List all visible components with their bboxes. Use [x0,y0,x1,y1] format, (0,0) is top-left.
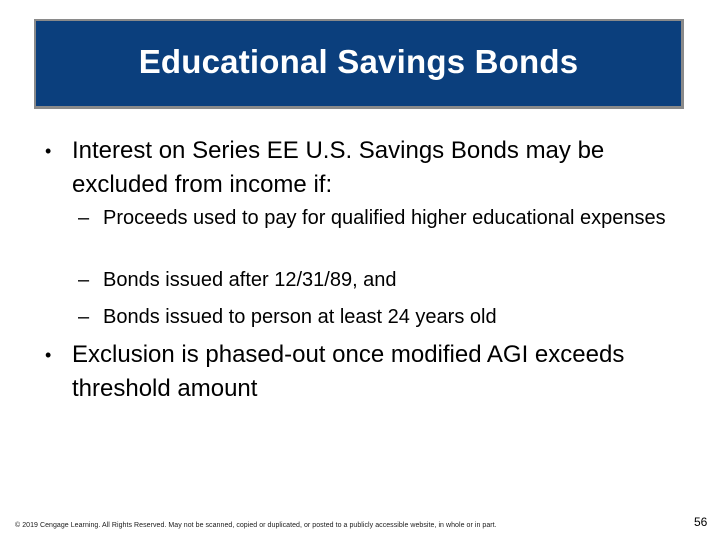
slide-title: Educational Savings Bonds [138,42,579,80]
bullet-text: Exclusion is phased-out once modified AGI exceeds threshold amount [72,341,625,402]
sub-bullet-item [78,305,688,329]
bullet-item [45,338,685,406]
bullet-item [45,134,685,202]
bullet-text: Interest on Series EE U.S. Savings Bonds may be excluded from income if: [72,137,605,198]
sub-bullet-text: Proceeds used to pay for qualified higher educational expenses [103,207,666,229]
sub-bullet-marker: – [78,207,90,229]
page-number: 56 [694,515,708,529]
sub-bullet-item [78,268,688,292]
sub-bullet-marker: – [78,269,90,291]
sub-bullet-text: Bonds issued after 12/31/89, and [103,269,397,291]
bullet-marker: • [45,141,52,161]
sub-bullet-item [78,206,688,230]
sub-bullet-marker: – [78,306,90,328]
sub-bullet-text: Bonds issued to person at least 24 years old [103,306,497,328]
copyright-footer: © 2019 Cengage Learning. All Rights Reserved. May not be scanned, copied or duplicated, or posted to a publicly accessible website, in whole or in part. [15,522,497,529]
bullet-marker: • [45,345,52,365]
title-bar [34,19,684,109]
